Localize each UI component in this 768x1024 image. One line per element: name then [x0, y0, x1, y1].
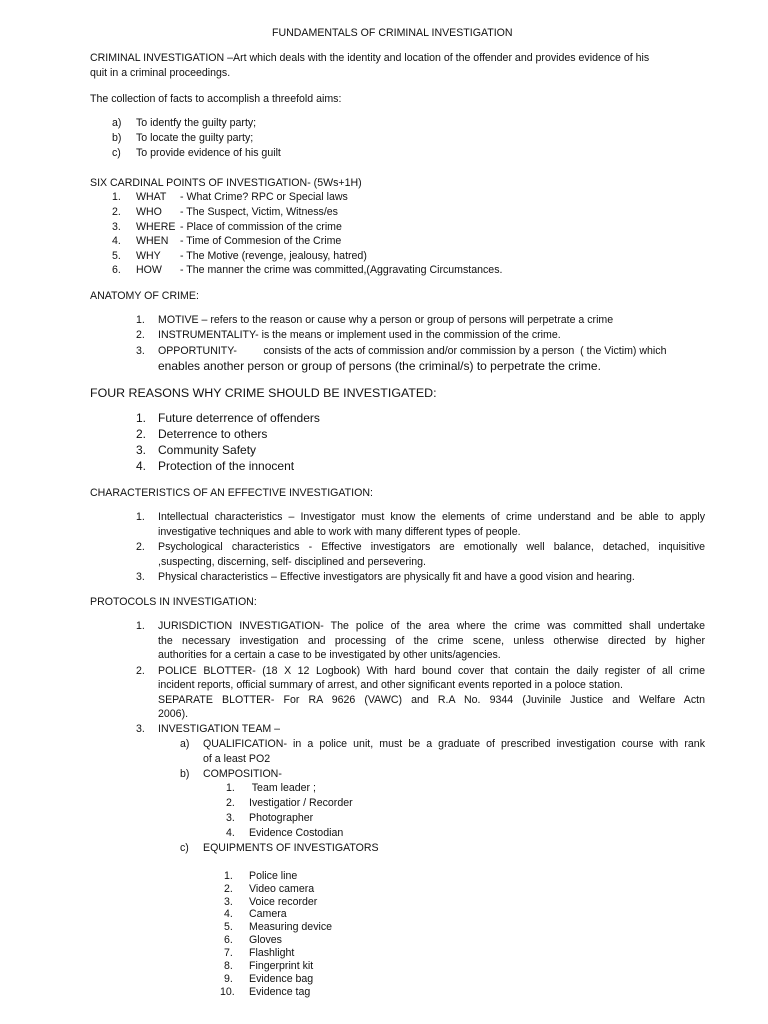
intro-definition-line-1: CRIMINAL INVESTIGATION –Art which deals with the identity and location of the offender and provides evidence of his [90, 52, 650, 64]
equipment-item: Gloves [249, 934, 282, 946]
protocol-line: POLICE BLOTTER- (18 X 12 Logbook) With hard bound cover that contain the daily register of all crime [158, 665, 705, 677]
list-number: 2. [224, 883, 233, 895]
equipment-item: Evidence tag [249, 986, 311, 998]
list-number: 8. [224, 960, 233, 972]
cardinal-text: - Time of Commesion of the Crime [180, 235, 342, 247]
sub-marker: a) [180, 738, 190, 750]
list-number: 4. [226, 827, 235, 839]
equipment-item: Fingerprint kit [249, 960, 314, 972]
protocol-line: SEPARATE BLOTTER- For RA 9626 (VAWC) and R.A No. 9344 (Juvinile Justice and Welfare Actn [158, 694, 705, 706]
cardinal-points-heading: SIX CARDINAL POINTS OF INVESTIGATION- (5Ws+1H) [90, 177, 362, 189]
equipment-label: EQUIPMENTS OF INVESTIGATORS [203, 842, 379, 854]
aim-text: To locate the guilty party; [136, 132, 254, 144]
cardinal-key: WHO [136, 206, 162, 218]
list-number: 6. [224, 934, 233, 946]
list-number: 1. [112, 191, 121, 203]
equipment-item: Voice recorder [249, 896, 318, 908]
aim-marker: b) [112, 132, 122, 144]
reason-item: Deterrence to others [158, 427, 268, 441]
cardinal-key: WHY [136, 250, 161, 262]
anatomy-item: MOTIVE – refers to the reason or cause why a person or group of persons will perpetrate a crime [158, 314, 614, 326]
reason-item: Future deterrence of offenders [158, 411, 320, 425]
list-number: 5. [224, 921, 233, 933]
cardinal-key: WHAT [136, 191, 167, 203]
anatomy-item: INSTRUMENTALITY- is the means or implement used in the commission of the crime. [158, 329, 561, 341]
protocol-line: incident reports, official summary of arrest, and other significant events reported in a poloce station. [158, 679, 623, 691]
composition-item: Photographer [249, 812, 314, 824]
equipment-item: Measuring device [249, 921, 333, 933]
qualification-line: of a least PO2 [203, 753, 271, 765]
list-number: 1. [136, 314, 145, 326]
cardinal-text: - What Crime? RPC or Special laws [180, 191, 348, 203]
cardinal-text: - The manner the crime was committed,(Aggravating Circumstances. [180, 264, 503, 276]
reason-item: Community Safety [158, 443, 257, 457]
list-number: 7. [224, 947, 233, 959]
sub-marker: b) [180, 768, 190, 780]
list-number: 1. [136, 620, 145, 632]
list-number: 4. [136, 459, 147, 473]
characteristic-line: Physical characteristics – Effective investigators are physically fit and have a good vision and hearing. [158, 571, 635, 583]
aim-text: To identfy the guilty party; [136, 117, 257, 129]
characteristic-line: investigative techniques and able to work with many different types of people. [158, 526, 521, 538]
list-number: 5. [112, 250, 121, 262]
aim-marker: a) [112, 117, 122, 129]
list-number: 9. [224, 973, 233, 985]
protocol-line: the necessary investigation and processing of the crime scene, unless otherwise directed by higher [158, 635, 705, 647]
intro-definition-line-2: quit in a criminal proceedings. [90, 67, 231, 79]
characteristics-heading: CHARACTERISTICS OF AN EFFECTIVE INVESTIGATION: [90, 487, 373, 499]
reasons-heading: FOUR REASONS WHY CRIME SHOULD BE INVESTIGATED: [90, 386, 437, 400]
list-number: 3. [136, 345, 145, 357]
cardinal-key: HOW [136, 264, 162, 276]
cardinal-key: WHERE [136, 221, 176, 233]
protocol-line: 2006). [158, 708, 189, 720]
aim-marker: c) [112, 147, 121, 159]
list-number: 3. [136, 571, 145, 583]
characteristic-line: Intellectual characteristics – Investigator must know the elements of crime understand and be able to apply [158, 511, 705, 523]
list-number: 2. [136, 665, 145, 677]
characteristic-line: ,suspecting, discerning, self- disciplined and persevering. [158, 556, 426, 568]
list-number: 4. [112, 235, 121, 247]
aim-text: To provide evidence of his guilt [136, 147, 281, 159]
equipment-item: Flashlight [249, 947, 295, 959]
list-number: 2. [112, 206, 121, 218]
cardinal-text: - The Suspect, Victim, Witness/es [180, 206, 338, 218]
composition-label: COMPOSITION- [203, 768, 282, 780]
anatomy-item-continuation: enables another person or group of persons (the criminal/s) to perpetrate the crime. [158, 359, 601, 373]
list-number: 2. [226, 797, 235, 809]
page-title: FUNDAMENTALS OF CRIMINAL INVESTIGATION [272, 27, 513, 39]
equipment-item: Police line [249, 870, 298, 882]
equipment-item: Evidence bag [249, 973, 314, 985]
protocols-heading: PROTOCOLS IN INVESTIGATION: [90, 596, 257, 608]
equipment-item: Video camera [249, 883, 315, 895]
anatomy-item: OPPORTUNITY- consists of the acts of commission and/or commission by a person ( the Victim) which [158, 345, 667, 357]
list-number: 1. [226, 782, 235, 794]
composition-item: Ivestigatior / Recorder [249, 797, 353, 809]
equipment-item: Camera [249, 908, 287, 920]
anatomy-heading: ANATOMY OF CRIME: [90, 290, 199, 302]
list-number: 3. [226, 812, 235, 824]
cardinal-key: WHEN [136, 235, 169, 247]
list-number: 3. [112, 221, 121, 233]
list-number: 6. [112, 264, 121, 276]
list-number: 3. [136, 723, 145, 735]
list-number: 4. [224, 908, 233, 920]
list-number: 2. [136, 427, 147, 441]
characteristic-line: Psychological characteristics - Effective investigators are emotionally well balance, detached, inquisitive [158, 541, 705, 553]
qualification-line: QUALIFICATION- in a police unit, must be a graduate of prescribed investigation course with rank [203, 738, 705, 750]
list-number: 1. [224, 870, 233, 882]
protocol-line: authorities for a certain a case to be investigated by other units/agencies. [158, 649, 501, 661]
composition-item: Team leader ; [249, 782, 316, 794]
list-number: 3. [224, 896, 233, 908]
list-number: 2. [136, 329, 145, 341]
protocol-line: JURISDICTION INVESTIGATION- The police of the area where the crime was committed shall undertake [158, 620, 705, 632]
list-number: 1. [136, 511, 145, 523]
protocol-line: INVESTIGATION TEAM – [158, 723, 281, 735]
reason-item: Protection of the innocent [158, 459, 295, 473]
list-number: 3. [136, 443, 147, 457]
cardinal-text: - The Motive (revenge, jealousy, hatred) [180, 250, 367, 262]
list-number: 2. [136, 541, 145, 553]
sub-marker: c) [180, 842, 189, 854]
composition-item: Evidence Costodian [249, 827, 344, 839]
list-number: 10. [220, 986, 235, 998]
cardinal-text: - Place of commission of the crime [180, 221, 342, 233]
aims-intro: The collection of facts to accomplish a threefold aims: [90, 93, 342, 105]
list-number: 1. [136, 411, 147, 425]
